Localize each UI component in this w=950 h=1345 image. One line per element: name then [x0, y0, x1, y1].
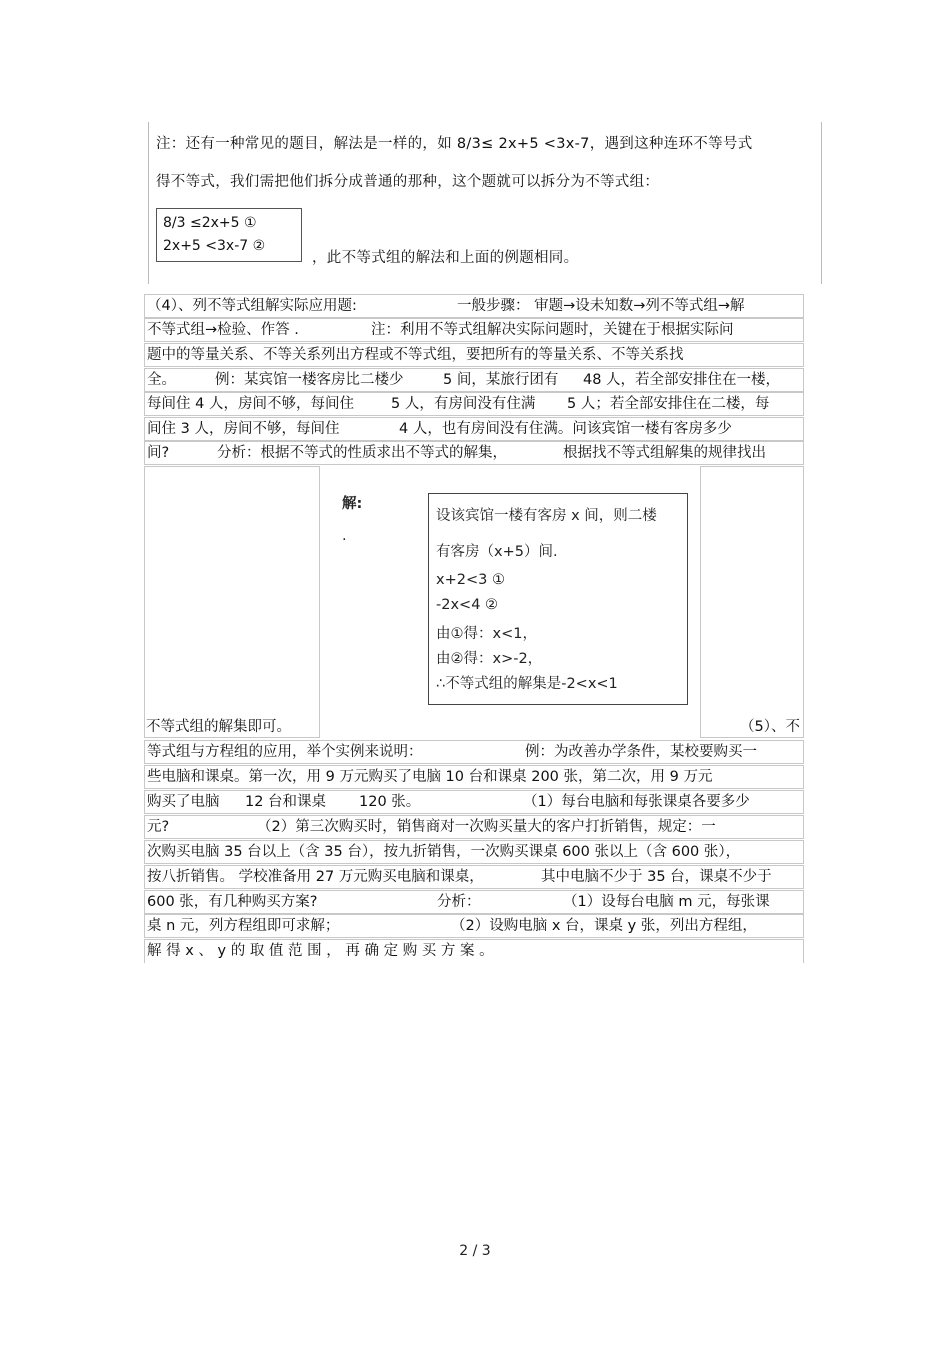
text-row [144, 417, 804, 441]
solution-line: 有客房（x+5）间. [436, 544, 558, 560]
solution-line: 由①得：x<1， [436, 626, 537, 642]
text-segment: 其中电脑不少于 35 台，课桌不少于 [541, 869, 772, 885]
system-line-1: 8/3 ≤2x+5 ① [163, 215, 257, 231]
text-segment: 解 得 x 、 y 的 取 值 范 围 ， 再 确 定 购 买 方 案 。 [147, 943, 494, 959]
system-line-2: 2x+5 <3x-7 ② [163, 238, 266, 254]
text-row [144, 890, 804, 914]
text-segment: 5 人，有房间没有住满 [391, 396, 536, 412]
text-segment: 注：利用不等式组解决实际问题时，关键在于根据实际问 [371, 322, 734, 338]
page-number: 2 / 3 [459, 1243, 491, 1259]
note-line-1: 注：还有一种常见的题目，解法是一样的，如 8/3≤ 2x+5 <3x-7，遇到这种连环不等号式 [156, 136, 753, 152]
note-line-2: 得不等式，我们需把他们拆分成普通的那种，这个题就可以拆分为不等式组： [156, 174, 660, 190]
text-segment: 600 张，有几种购买方案? [147, 894, 318, 910]
text-segment: 不等式组的解集即可。 [146, 719, 291, 735]
text-segment: （1）设每台电脑 m 元，每张课 [563, 894, 770, 910]
text-row [144, 939, 804, 963]
text-segment: 些电脑和课桌。第一次，用 9 万元购买了电脑 10 台和课桌 200 张，第二次，用 9 万元 [147, 769, 713, 785]
text-row [144, 790, 804, 814]
text-segment: 48 人，若全部安排住在一楼， [583, 372, 781, 388]
text-row [144, 392, 804, 416]
inequality-system-box [156, 208, 302, 262]
text-row [144, 441, 804, 465]
table-cell [700, 466, 804, 738]
text-segment: 分析：根据不等式的性质求出不等式的解集， [217, 445, 507, 461]
section4-title: （4）、列不等式组解实际应用题: [147, 298, 357, 314]
text-row [144, 740, 804, 764]
text-segment: 等式组与方程组的应用，举个实例来说明： [147, 744, 423, 760]
text-segment: 5 间，某旅行团有 [443, 372, 559, 388]
text-segment: 题中的等量关系、不等关系列出方程或不等式组，要把所有的等量关系、不等关系找 [147, 347, 684, 363]
text-segment: 例：某宾馆一楼客房比二楼少 [215, 372, 404, 388]
text-segment: 元? [147, 819, 170, 835]
text-segment: 不等式组→检验、作答 . [147, 322, 299, 338]
text-row [144, 368, 804, 392]
text-segment: 根据找不等式组解集的规律找出 [563, 445, 766, 461]
solution-dot: . [342, 528, 347, 544]
text-row [144, 716, 804, 740]
text-segment: 全。 [147, 372, 176, 388]
text-row [144, 765, 804, 789]
text-segment: 120 张。 [359, 794, 421, 810]
text-segment: （2）第三次购买时，销售商对一次购买量大的客户打折销售，规定：一 [257, 819, 716, 835]
text-row [144, 815, 804, 839]
text-segment: 间住 3 人，房间不够，每间住 [147, 421, 340, 437]
text-segment: 按八折销售。 学校准备用 27 万元购买电脑和课桌， [147, 869, 484, 885]
text-row [144, 865, 804, 889]
section5-title: （5）、不 [740, 719, 800, 735]
text-row [144, 318, 804, 342]
text-segment: 5 人；若全部安排住在二楼，每 [567, 396, 770, 412]
solution-line: 由②得：x>-2， [436, 651, 543, 667]
text-segment: 12 台和课桌 [245, 794, 327, 810]
solution-line: ∴不等式组的解集是-2<x<1 [436, 676, 618, 692]
solution-line: -2x<4 ② [436, 597, 499, 613]
text-segment: 例：为改善办学条件，某校要购买一 [525, 744, 757, 760]
text-segment: 一般步骤： 审题→设未知数→列不等式组→解 [457, 298, 745, 314]
text-segment: 桌 n 元，列方程组即可求解； [147, 918, 340, 934]
text-row [144, 840, 804, 864]
text-row [144, 343, 804, 367]
text-segment: 购买了电脑 [147, 794, 220, 810]
text-segment: 4 人，也有房间没有住满。问该宾馆一楼有客房多少 [399, 421, 732, 437]
solution-line: x+2<3 ① [436, 572, 505, 588]
text-row [144, 914, 804, 938]
text-segment: 每间住 4 人，房间不够，每间住 [147, 396, 354, 412]
solution-box [428, 493, 688, 705]
solution-line: 设该宾馆一楼有客房 x 间，则二楼 [436, 508, 657, 524]
table-cell [144, 466, 320, 738]
text-segment: （1）每台电脑和每张课桌各要多少 [523, 794, 750, 810]
text-segment: （2）设购电脑 x 台，课桌 y 张，列出方程组， [451, 918, 757, 934]
solution-label: 解: [342, 496, 363, 512]
text-segment: 分析： [437, 894, 481, 910]
text-segment: 次购买电脑 35 台以上（含 35 台），按九折销售，一次购买课桌 600 张以上（含 600 张）， [147, 844, 741, 860]
text-row [144, 294, 804, 318]
note-trailing-text: ，此不等式组的解法和上面的例题相同。 [312, 250, 579, 266]
text-segment: 间? [147, 445, 170, 461]
